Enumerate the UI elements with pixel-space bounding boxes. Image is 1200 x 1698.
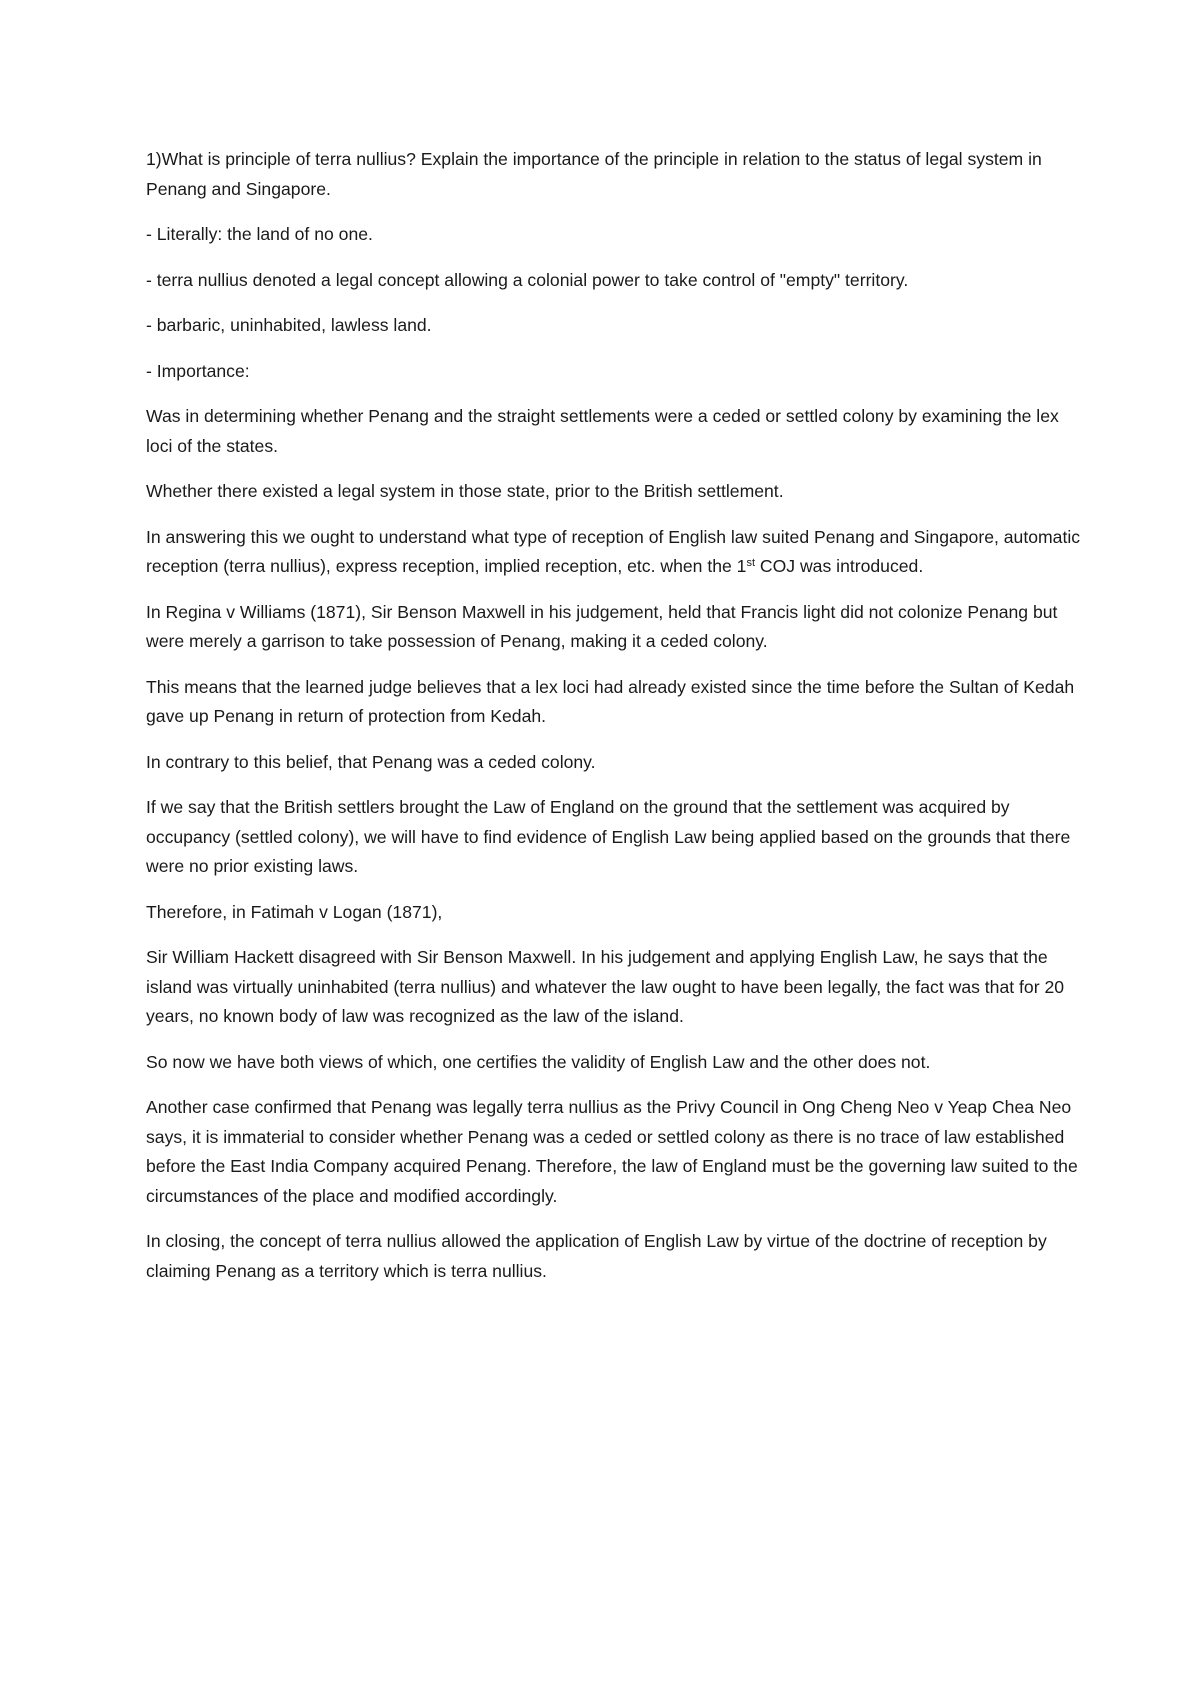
- paragraph-whether: Whether there existed a legal system in those state, prior to the British settlement.: [146, 481, 784, 501]
- paragraph-views: So now we have both views of which, one certifies the validity of English Law and the other does not.: [146, 1051, 931, 1072]
- answering-text: In answering this we ought to understand what type of reception of English law suited Penang and Singapore, automatic reception (terra nullius), express reception, implied reception, etc. when the 1: [146, 526, 1081, 576]
- paragraph-determining: Was in determining whether Penang and the straight settlements were a ceded or settled colony by examining the lex loci of the states.: [146, 406, 1059, 456]
- bullet-literally: - Literally: the land of no one.: [146, 224, 373, 244]
- paragraph-hackett: Sir William Hackett disagreed with Sir Benson Maxwell. In his judgement and applying English Law, he says that the island was virtually uninhabited (terra nullius) and whatever the law ought to have been legally, the fact was that for 20 years, no known body of law was recognized as the law of the island.: [146, 947, 1065, 1026]
- paragraph-fatimah: Therefore, in Fatimah v Logan (1871),: [146, 901, 443, 922]
- bullet-importance: - Importance:: [146, 360, 250, 381]
- paragraph-settlers: If we say that the British settlers brought the Law of England on the ground that the settlement was acquired by occupancy (settled colony), we will have to find evidence of English Law being applied based on the grounds that there were no prior existing laws.: [146, 797, 1071, 876]
- paragraph-regina: In Regina v Williams (1871), Sir Benson Maxwell in his judgement, held that Francis light did not colonize Penang but were merely a garrison to take possession of Penang, making it a ceded colony.: [146, 601, 1058, 651]
- paragraph-closing: In closing, the concept of terra nullius allowed the application of English Law by virtue of the doctrine of reception by claiming Penang as a territory which is terra nullius.: [146, 1231, 1047, 1281]
- paragraph-ong: Another case confirmed that Penang was legally terra nullius as the Privy Council in Ong Cheng Neo v Yeap Chea Neo says, it is immaterial to consider whether Penang was a ceded or settled colony as there is no trace of law established before the East India Company acquired Penang. Therefore, the law of England must be the governing law suited to the circumstances of the place and modified accordingly.: [146, 1097, 1078, 1206]
- paragraph-means: This means that the learned judge believes that a lex loci had already existed since the time before the Sultan of Kedah gave up Penang in return of protection from Kedah.: [146, 676, 1075, 726]
- ordinal-superscript: st: [746, 557, 756, 569]
- question-paragraph: 1)What is principle of terra nullius? Explain the importance of the principle in relation to the status of legal system in Penang and Singapore.: [146, 149, 1042, 199]
- bullet-definition: - terra nullius denoted a legal concept allowing a colonial power to take control of "empty" territory.: [146, 269, 909, 290]
- paragraph-contrary: In contrary to this belief, that Penang was a ceded colony.: [146, 751, 596, 772]
- answering-text-end: COJ was introduced.: [755, 556, 924, 576]
- paragraph-answering: [146, 523, 1086, 582]
- bullet-barbaric: - barbaric, uninhabited, lawless land.: [146, 315, 432, 335]
- document-body: [146, 145, 1086, 1302]
